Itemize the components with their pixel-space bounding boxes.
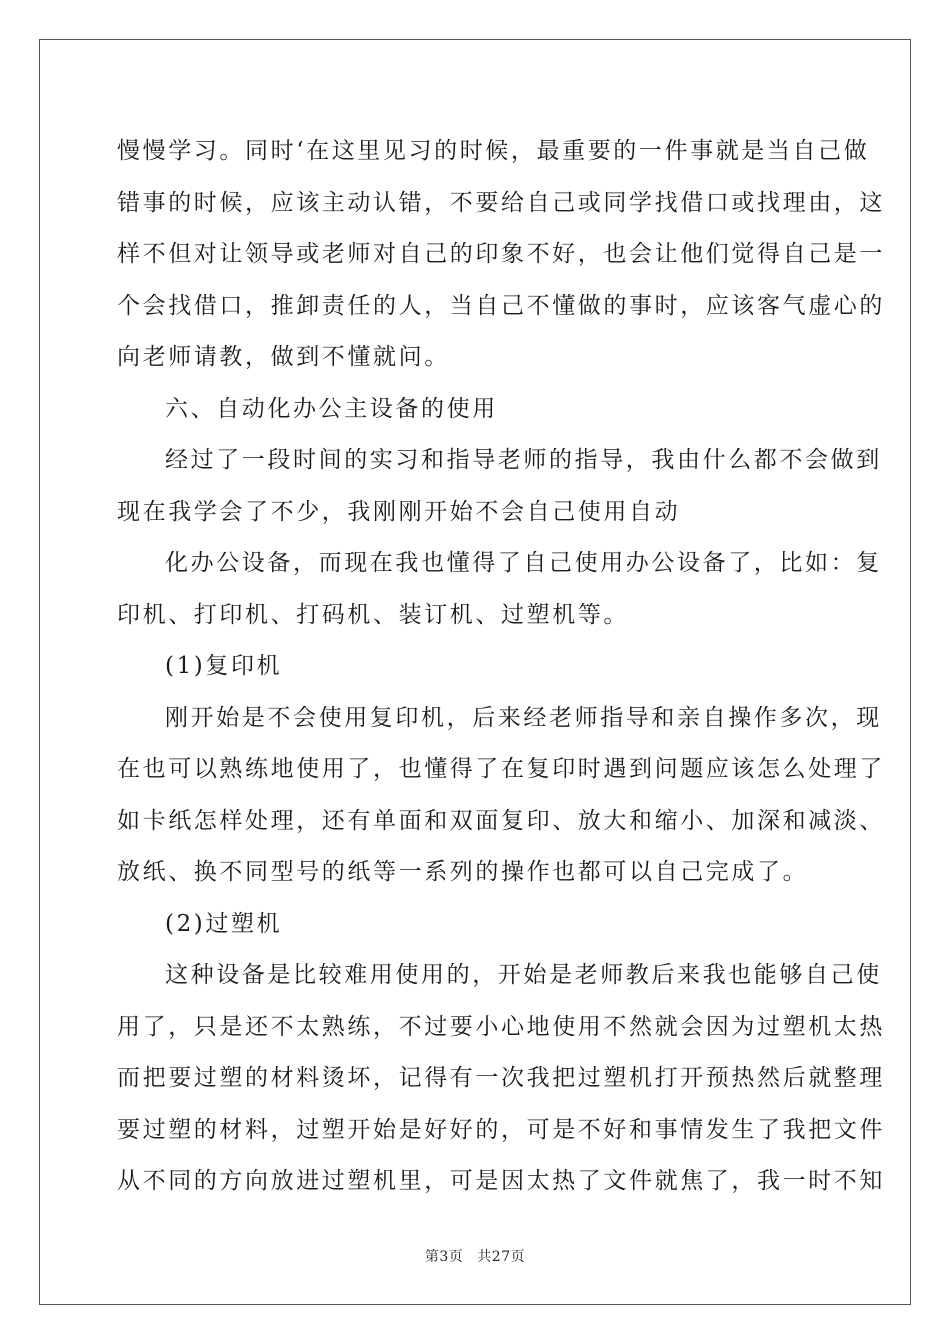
page-footer [0,1246,950,1266]
paragraph-start: 刚开始是不会使用复印机，后来经老师指导和亲自操作多次，现 [165,704,882,731]
section-heading: 六、自动化办公主设备的使用 [165,395,498,422]
text-line: 印机、打印机、打码机、装订机、过塑机等。 [117,601,629,628]
text-line: 向老师请教，做到不懂就问。 [117,344,450,370]
document-body [117,126,885,1208]
text-line: 样不但对让领导或老师对自己的印象不好，也会让他们觉得自己是一 [117,241,885,267]
text-line: 现在我学会了不少，我刚刚开始不会自己使用自动 [117,498,681,525]
text-line: 放纸、换不同型号的纸等一系列的操作也都可以自己完成了。 [117,859,809,885]
paragraph-start: 经过了一段时间的实习和指导老师的指导，我由什么都不会做到 [165,447,882,473]
paragraph-start: 这种设备是比较难用使用的，开始是老师教后来我也能够自己使 [165,962,882,988]
text-line: 用了，只是还不太熟练，不过要小心地使用不然就会因为过塑机太热 [117,1013,885,1040]
paragraph-start: 化办公设备，而现在我也懂得了自己使用办公设备了，比如：复 [165,550,882,576]
page-number: 第3页 [424,1249,464,1265]
text-line: 而把要过塑的材料烫坏，记得有一次我把过塑机打开预热然后就整理 [117,1065,885,1091]
text-line: 错事的时候，应该主动认错，不要给自己或同学找借口或找理由，这 [117,189,885,216]
text-line: 慢慢学习。同时‘在这里见习的时候，最重要的一件事就是当自己做 [117,138,870,164]
text-line: 在也可以熟练地使用了，也懂得了在复印时遇到问题应该怎么处理了 [117,756,885,782]
text-line: 个会找借口，推卸责任的人，当自己不懂做的事时，应该客气虚心的 [117,292,885,319]
subsection-heading: (2)过塑机 [165,910,283,937]
total-pages: 共27页 [477,1249,526,1265]
text-line: 要过塑的材料，过塑开始是好好的，可是不好和事情发生了我把文件 [117,1116,885,1143]
text-line: 从不同的方向放进过塑机里，可是因太热了文件就焦了，我一时不知 [117,1168,885,1194]
subsection-heading: (1)复印机 [165,653,283,679]
text-line: 如卡纸怎样处理，还有单面和双面复印、放大和缩小、加深和减淡、 [117,807,885,834]
